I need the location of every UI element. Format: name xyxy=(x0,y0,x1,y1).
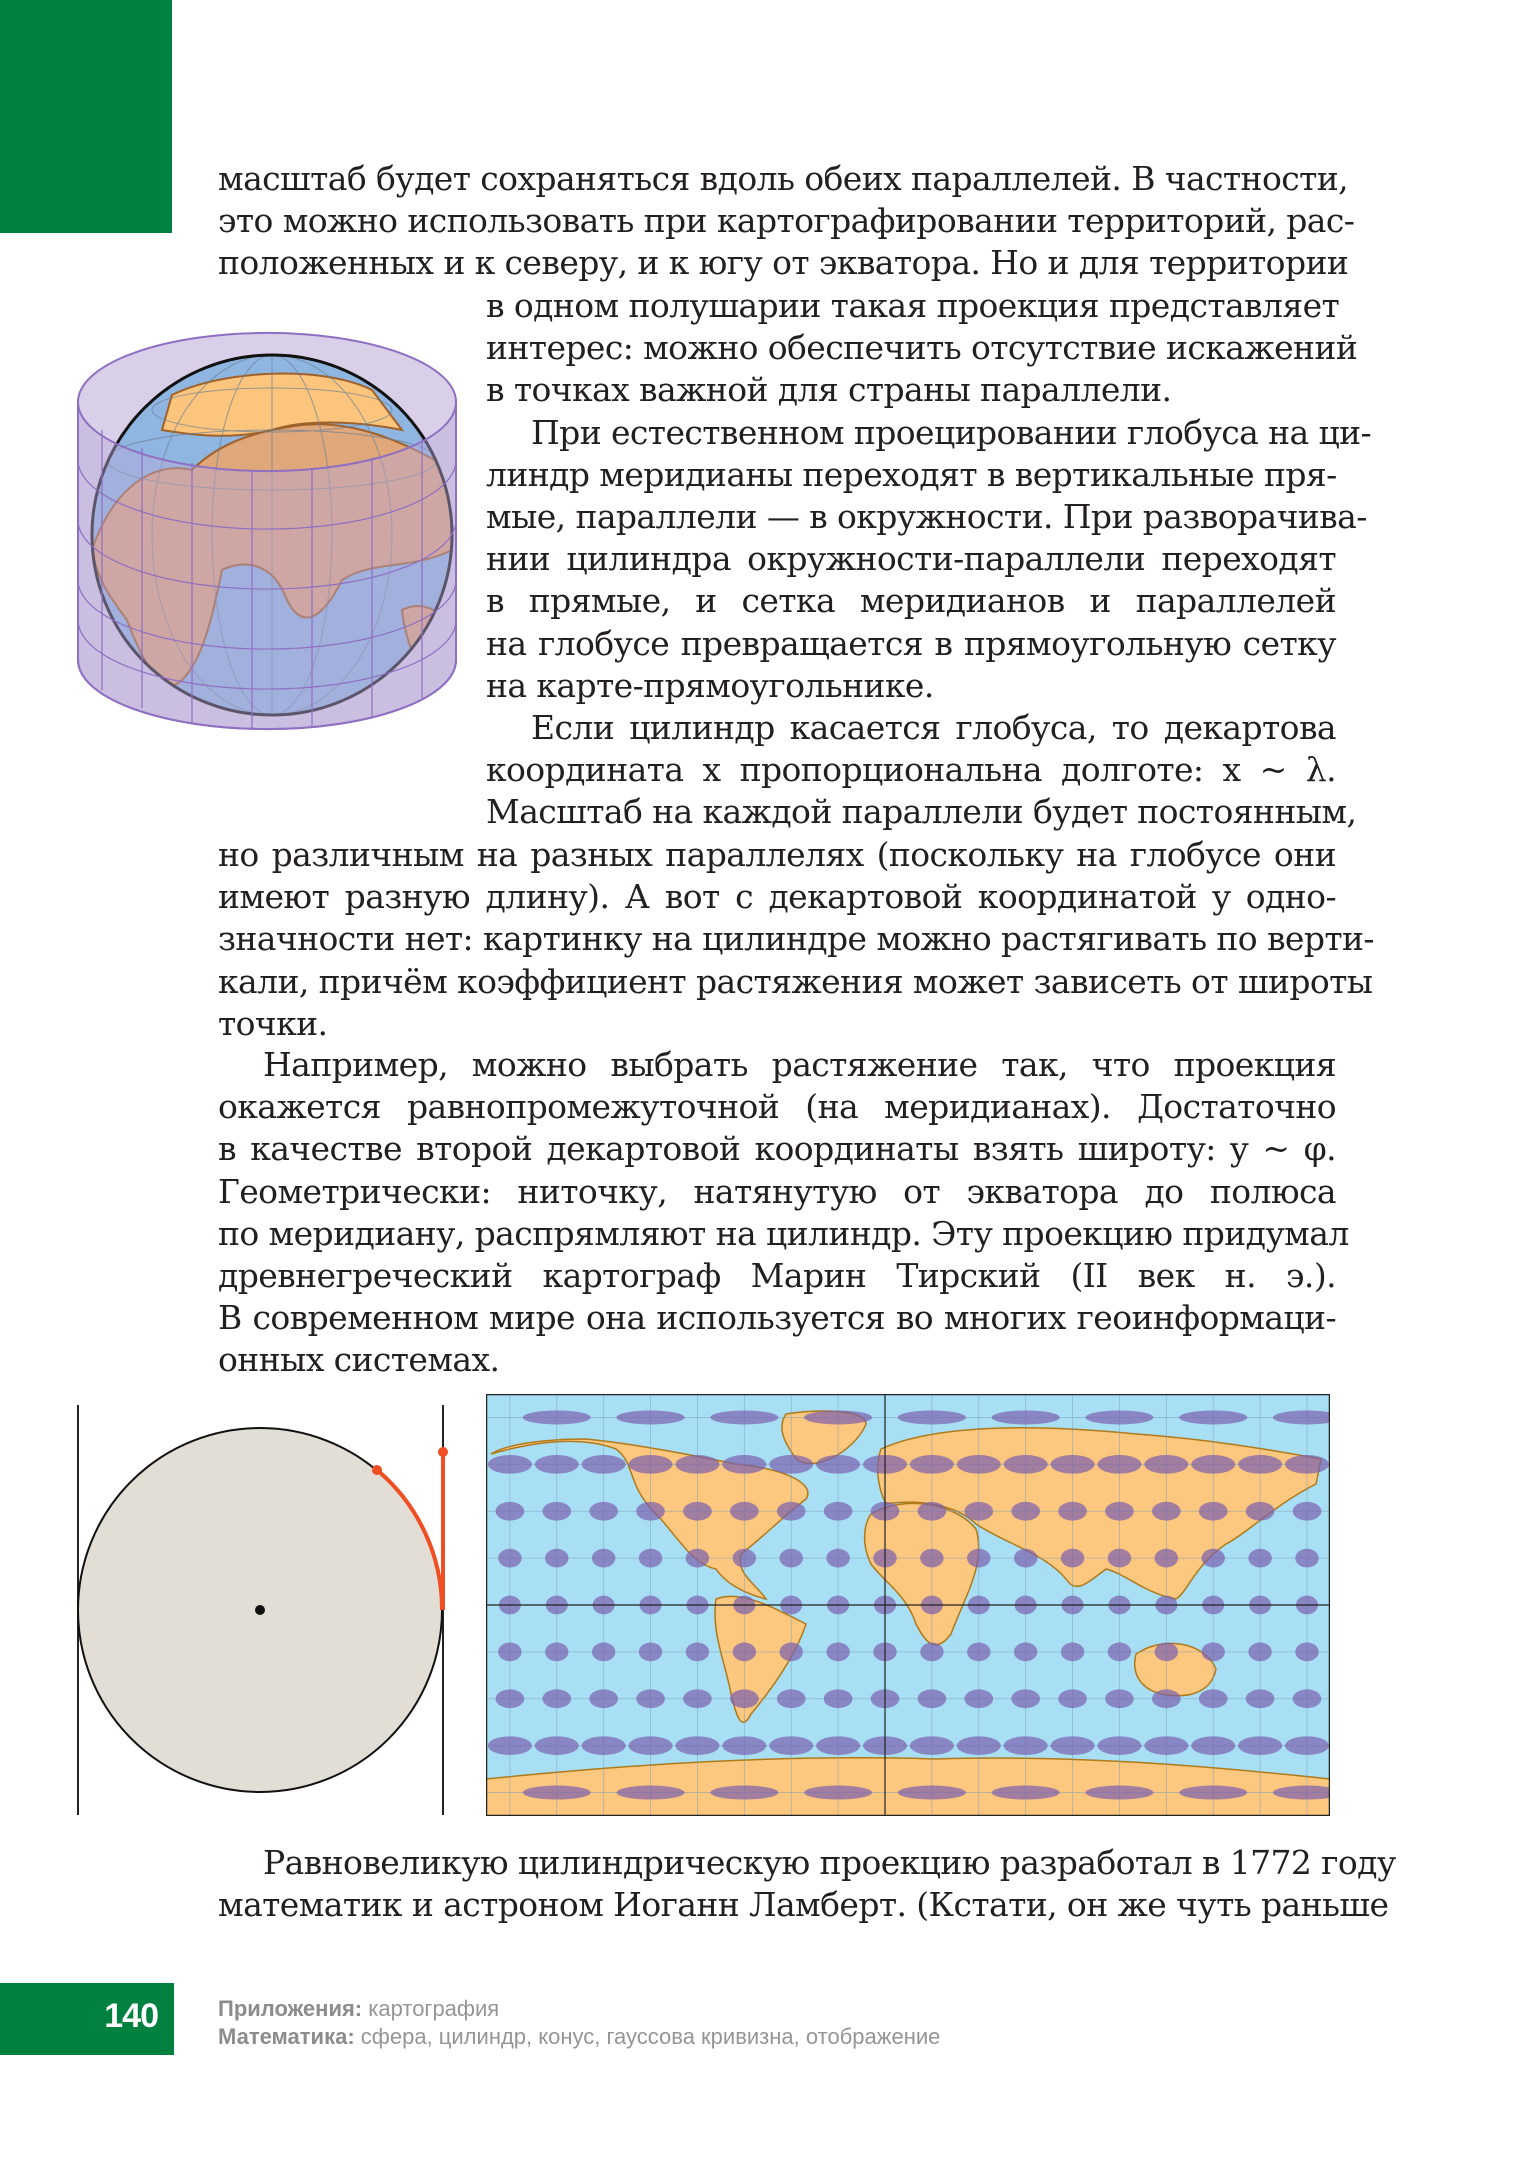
text-line: нии цилиндра окружности-параллели переходят xyxy=(486,539,1336,579)
text-line: линдр меридианы переходят в вертикальные пря- xyxy=(486,454,1337,494)
globe-cylinder-figure xyxy=(72,320,462,750)
arc-endpoint xyxy=(372,1465,382,1475)
text-line: в качестве второй декартовой координаты взять широту: y ~ φ. xyxy=(218,1129,1336,1169)
tissot-ellipse xyxy=(910,1736,954,1755)
tissot-ellipse xyxy=(636,1502,665,1521)
text-line: точки. xyxy=(218,1003,328,1043)
tissot-ellipse xyxy=(777,1689,806,1708)
tissot-ellipse xyxy=(1014,1643,1037,1662)
world-map-figure xyxy=(486,1394,1330,1816)
center-point xyxy=(255,1605,265,1615)
text-line: в точках важной для страны параллели. xyxy=(486,370,1172,410)
tissot-ellipse xyxy=(918,1689,947,1708)
tissot-ellipse xyxy=(769,1736,813,1755)
tissot-ellipse xyxy=(722,1736,766,1755)
tissot-ellipse xyxy=(592,1549,615,1568)
tissot-ellipse xyxy=(1293,1689,1322,1708)
tissot-ellipse xyxy=(1246,1689,1275,1708)
footer-applications xyxy=(218,1995,940,2023)
tissot-ellipse xyxy=(589,1502,618,1521)
tissot-ellipse xyxy=(1051,1736,1095,1755)
tissot-ellipse xyxy=(1144,1455,1188,1474)
tissot-ellipse xyxy=(639,1549,662,1568)
text-line: древнегреческий картограф Марин Тирский (II век н. э.). xyxy=(218,1255,1336,1295)
tissot-ellipse xyxy=(918,1502,947,1521)
text-line: математик и астроном Иоганн Ламберт. (Кстати, он же чуть раньше xyxy=(218,1885,1389,1925)
text-line: но различным на разных параллелях (поскольку на глобусе они xyxy=(218,835,1336,874)
paragraph-block-b xyxy=(486,285,1372,833)
tissot-ellipse xyxy=(964,1689,993,1708)
tissot-ellipse xyxy=(496,1502,525,1521)
tissot-ellipse xyxy=(898,1786,966,1800)
tissot-ellipse xyxy=(1285,1736,1329,1755)
tissot-ellipse xyxy=(683,1689,712,1708)
text-line: на глобусе превращается в прямоугольную сетку xyxy=(486,623,1336,663)
tissot-ellipse xyxy=(1011,1689,1040,1708)
text-line: окажется равнопромежуточной (на меридианах). Достаточно xyxy=(218,1087,1336,1127)
tissot-ellipse xyxy=(826,1549,849,1568)
tissot-ellipse xyxy=(1152,1502,1181,1521)
tissot-ellipse xyxy=(967,1643,990,1662)
tissot-ellipse xyxy=(730,1502,759,1521)
chapter-color-tab xyxy=(0,0,172,233)
text-line: Если цилиндр касается глобуса, то декартова xyxy=(531,707,1336,747)
tissot-ellipse xyxy=(1004,1455,1048,1474)
tissot-ellipse xyxy=(992,1786,1060,1800)
tissot-ellipse xyxy=(804,1410,872,1424)
text-line: мые, параллели — в окружности. При разворачива- xyxy=(486,496,1367,536)
tissot-ellipse xyxy=(639,1643,662,1662)
text-line: онных системах. xyxy=(218,1340,500,1380)
tissot-ellipse xyxy=(582,1736,626,1755)
tissot-ellipse xyxy=(617,1410,685,1424)
tissot-ellipse xyxy=(617,1786,685,1800)
text-line: кали, причём коэффициент растяжения может зависеть от широты xyxy=(218,961,1373,1001)
tissot-ellipse xyxy=(629,1736,673,1755)
tissot-ellipse xyxy=(1285,1455,1329,1474)
tissot-ellipse xyxy=(777,1502,806,1521)
paragraph-block-c xyxy=(218,834,1374,1045)
tissot-ellipse xyxy=(920,1549,943,1568)
text-line: положенных и к северу, и к югу от экватора. Но и для территории xyxy=(218,243,1349,283)
text-line: Например, можно выбрать растяжение так, что проекция xyxy=(263,1045,1336,1084)
tissot-ellipse xyxy=(545,1643,568,1662)
text-line: Масштаб на каждой параллели будет постоянным, xyxy=(486,792,1357,832)
tissot-ellipse xyxy=(1061,1549,1084,1568)
tissot-ellipse xyxy=(992,1410,1060,1424)
tissot-ellipse xyxy=(1293,1502,1322,1521)
tissot-ellipse xyxy=(589,1689,618,1708)
tissot-ellipse xyxy=(1061,1643,1084,1662)
text-line: масштаб будет сохраняться вдоль обеих параллелей. В частности, xyxy=(218,159,1349,198)
tissot-ellipse xyxy=(769,1455,813,1474)
tissot-ellipse xyxy=(542,1502,571,1521)
text-line: интерес: можно обеспечить отсутствие искажений xyxy=(486,328,1358,368)
paragraph-block-e xyxy=(218,1842,1396,1926)
applications-label: Приложения: xyxy=(218,1996,363,2021)
tissot-ellipse xyxy=(1058,1502,1087,1521)
tissot-ellipse xyxy=(1248,1549,1271,1568)
footer-math xyxy=(218,2023,940,2051)
paragraph-block-d xyxy=(218,1044,1349,1382)
tissot-ellipse xyxy=(910,1455,954,1474)
text-line: Равновеликую цилиндрическую проекцию разработал в 1772 году xyxy=(263,1843,1396,1882)
tissot-ellipse xyxy=(816,1736,860,1755)
tissot-ellipse xyxy=(824,1502,853,1521)
tissot-ellipse xyxy=(722,1455,766,1474)
text-line: по меридиану, распрямляют на цилиндр. Эту проекцию придумал xyxy=(218,1213,1349,1253)
tissot-ellipse xyxy=(1155,1643,1178,1662)
tissot-ellipse xyxy=(629,1455,673,1474)
tissot-ellipse xyxy=(1152,1689,1181,1708)
tissot-ellipse xyxy=(675,1736,719,1755)
text-line: имеют разную длину). А вот с декартовой координатой y одно- xyxy=(218,877,1336,917)
tissot-ellipse xyxy=(535,1455,579,1474)
tissot-ellipse xyxy=(523,1410,591,1424)
tissot-ellipse xyxy=(1058,1689,1087,1708)
tissot-ellipse xyxy=(683,1502,712,1521)
tissot-ellipse xyxy=(780,1643,803,1662)
tissot-ellipse xyxy=(1004,1736,1048,1755)
tissot-ellipse xyxy=(1295,1549,1318,1568)
tissot-ellipse xyxy=(1105,1502,1134,1521)
tissot-ellipse xyxy=(1051,1455,1095,1474)
tissot-ellipse xyxy=(542,1689,571,1708)
tissot-ellipse xyxy=(1202,1549,1225,1568)
tissot-ellipse xyxy=(826,1643,849,1662)
tissot-ellipse xyxy=(1248,1643,1271,1662)
tissot-ellipse xyxy=(636,1689,665,1708)
text-line: это можно использовать при картографировании территорий, рас- xyxy=(218,201,1355,241)
text-line: координата x пропорциональна долготе: x ~ λ. xyxy=(486,750,1336,790)
tissot-ellipse xyxy=(1179,1410,1247,1424)
tissot-ellipse xyxy=(710,1410,778,1424)
tissot-ellipse xyxy=(1191,1455,1235,1474)
footer-keywords xyxy=(218,1995,940,2051)
tissot-ellipse xyxy=(523,1786,591,1800)
tissot-ellipse xyxy=(686,1643,709,1662)
tissot-ellipse xyxy=(498,1549,521,1568)
text-line: в прямые, и сетка меридианов и параллелей xyxy=(486,581,1336,621)
tissot-ellipse xyxy=(824,1689,853,1708)
tissot-ellipse xyxy=(675,1455,719,1474)
tissot-ellipse xyxy=(498,1643,521,1662)
tissot-ellipse xyxy=(1105,1689,1134,1708)
applications-value: картография xyxy=(368,1996,500,2021)
tissot-ellipse xyxy=(1179,1786,1247,1800)
tissot-ellipse xyxy=(1097,1736,1141,1755)
tissot-ellipse xyxy=(1199,1502,1228,1521)
line-endpoint xyxy=(438,1447,448,1457)
tissot-ellipse xyxy=(1144,1736,1188,1755)
tissot-ellipse xyxy=(1108,1643,1131,1662)
tissot-ellipse xyxy=(1246,1502,1275,1521)
text-line: В современном мире она используется во многих геоинформаци- xyxy=(218,1298,1336,1338)
tissot-ellipse xyxy=(1238,1455,1282,1474)
tissot-ellipse xyxy=(535,1736,579,1755)
page-number-box xyxy=(0,1983,174,2055)
tissot-ellipse xyxy=(1295,1643,1318,1662)
tissot-ellipse xyxy=(1108,1549,1131,1568)
tissot-ellipse xyxy=(488,1455,532,1474)
text-line: в одном полушарии такая проекция представляет xyxy=(486,286,1340,325)
tissot-ellipse xyxy=(1085,1410,1153,1424)
tissot-ellipse xyxy=(1202,1643,1225,1662)
tissot-ellipse xyxy=(804,1786,872,1800)
circle-tangent-figure xyxy=(70,1390,470,1820)
tissot-ellipse xyxy=(1238,1736,1282,1755)
paragraph-block-a xyxy=(218,158,1355,285)
tissot-ellipse xyxy=(957,1455,1001,1474)
tissot-ellipse xyxy=(1191,1736,1235,1755)
tissot-ellipse xyxy=(733,1549,756,1568)
tissot-ellipse xyxy=(920,1643,943,1662)
tissot-ellipse xyxy=(1199,1689,1228,1708)
math-value: сфера, цилиндр, конус, гауссова кривизна, отображение xyxy=(360,2024,941,2049)
text-line: значности нет: картинку на цилиндре можно растягивать по верти- xyxy=(218,919,1374,959)
page-number: 140 xyxy=(104,1997,158,2035)
tissot-ellipse xyxy=(898,1410,966,1424)
tissot-ellipse xyxy=(730,1689,759,1708)
text-line: на карте-прямоугольнике. xyxy=(486,665,934,705)
text-line: При естественном проецировании глобуса на ци- xyxy=(531,412,1372,452)
text-line: Геометрически: ниточку, натянутую от экватора до полюса xyxy=(218,1171,1336,1211)
tissot-ellipse xyxy=(686,1549,709,1568)
tissot-ellipse xyxy=(733,1643,756,1662)
math-label: Математика: xyxy=(218,2024,355,2049)
tissot-ellipse xyxy=(780,1549,803,1568)
tissot-ellipse xyxy=(1155,1549,1178,1568)
tissot-ellipse xyxy=(1097,1455,1141,1474)
tissot-ellipse xyxy=(957,1736,1001,1755)
tissot-ellipse xyxy=(488,1736,532,1755)
tissot-ellipse xyxy=(1014,1549,1037,1568)
tissot-ellipse xyxy=(592,1643,615,1662)
tissot-ellipse xyxy=(582,1455,626,1474)
tissot-ellipse xyxy=(710,1786,778,1800)
tissot-ellipse xyxy=(967,1549,990,1568)
tissot-ellipse xyxy=(964,1502,993,1521)
tissot-ellipse xyxy=(1085,1786,1153,1800)
tissot-ellipse xyxy=(496,1689,525,1708)
tissot-ellipse xyxy=(1011,1502,1040,1521)
tissot-ellipse xyxy=(816,1455,860,1474)
tissot-ellipse xyxy=(545,1549,568,1568)
